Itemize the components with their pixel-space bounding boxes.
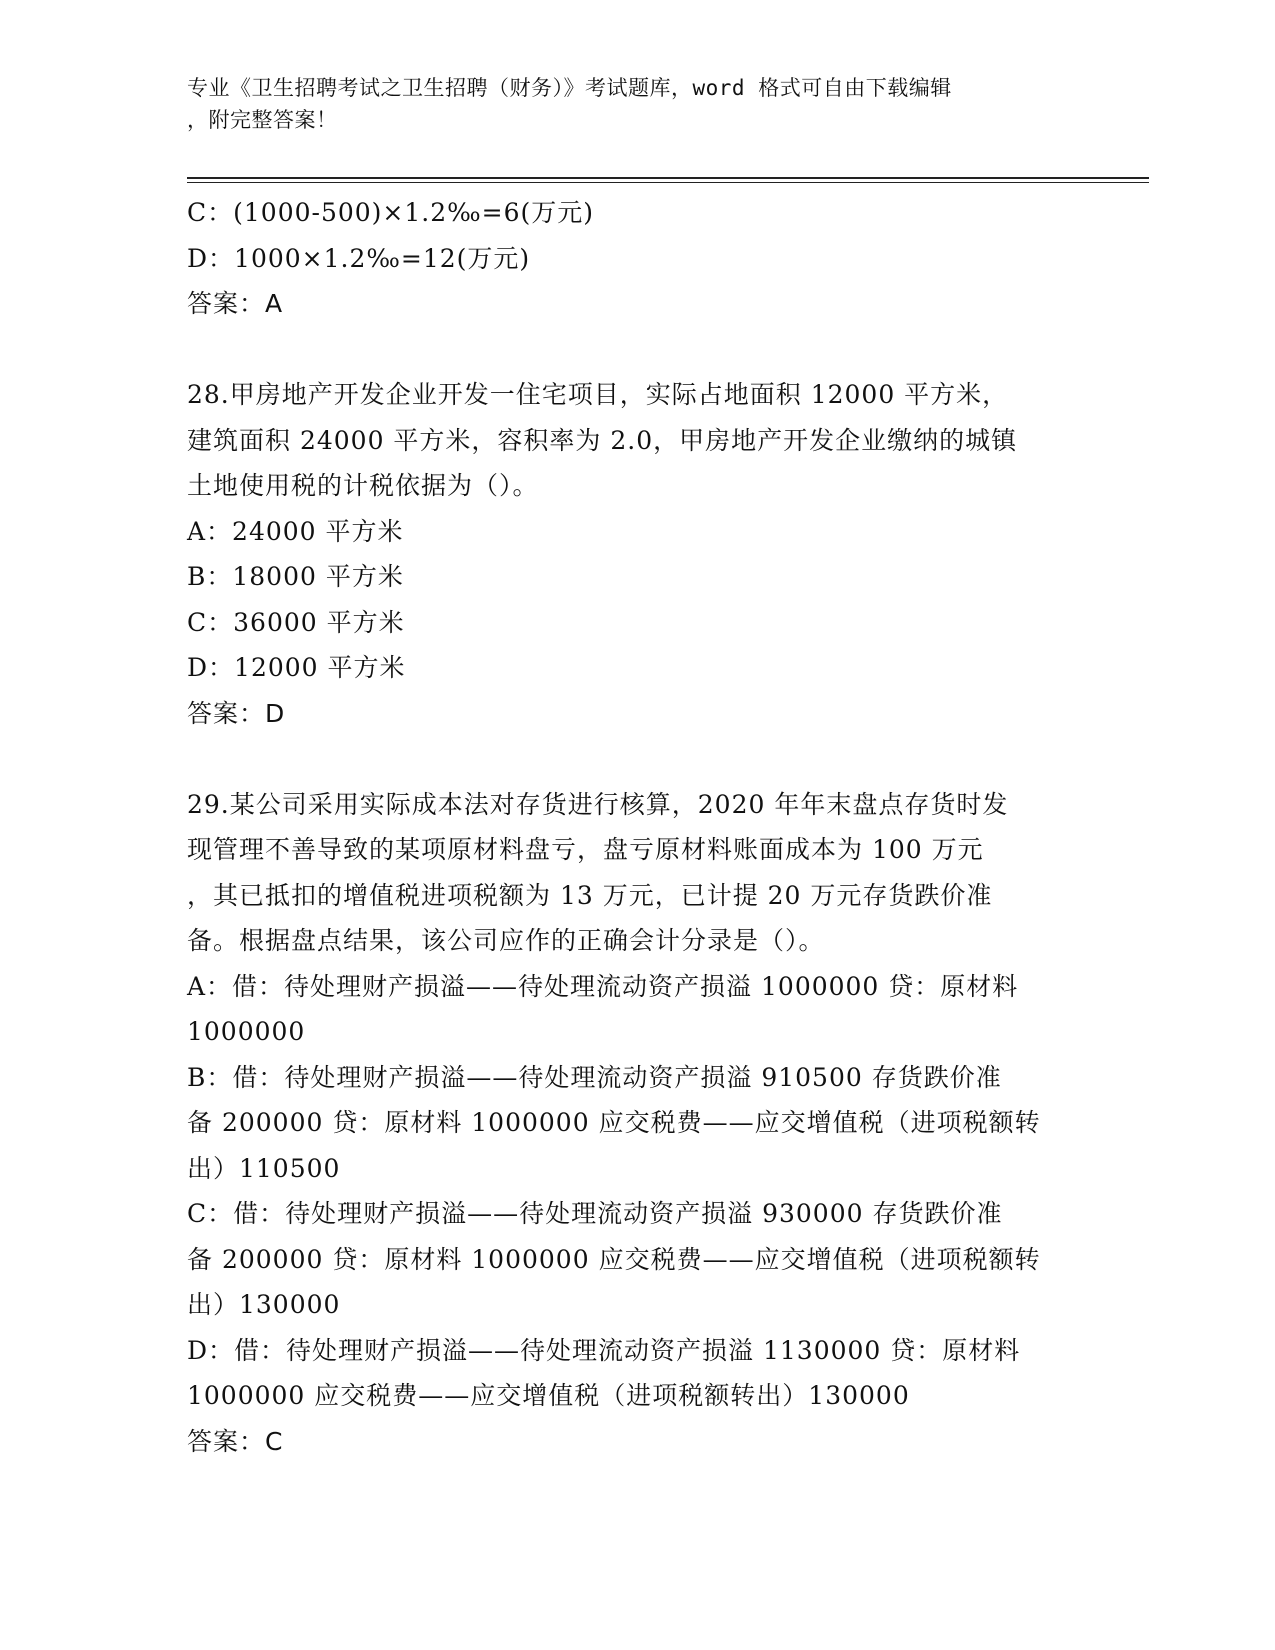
- answer-label: 答案：A: [187, 289, 284, 318]
- question-text-line: 建筑面积 24000 平方米，容积率为 2.0，甲房地产开发企业缴纳的城镇: [187, 425, 1018, 455]
- question-29: [187, 782, 1087, 1465]
- option-d: D：12000 平方米: [187, 653, 406, 682]
- option-a-line: A：借：待处理财产损溢——待处理流动资产损溢 1000000 贷：原材料: [187, 971, 1019, 1001]
- answer-label: 答案：D: [187, 698, 286, 728]
- answer-label: 答案：C: [187, 1426, 284, 1456]
- option-b-line: B：借：待处理财产损溢——待处理流动资产损溢 910500 存货跌价准: [187, 1062, 1002, 1092]
- option-a-line: 1000000: [187, 1017, 306, 1046]
- option-d-line: 1000000 应交税费——应交增值税（进项税额转出）130000: [187, 1381, 910, 1410]
- option-c: C：(1000-500)×1.2‰=6(万元): [187, 198, 595, 227]
- option-c-line: 出）130000: [187, 1290, 341, 1319]
- question-27-tail: [187, 190, 1087, 327]
- option-c: C：36000 平方米: [187, 607, 405, 637]
- option-b-line: 备 200000 贷：原材料 1000000 应交税费——应交增值税（进项税额转: [187, 1108, 1041, 1137]
- option-d: D：1000×1.2‰=12(万元): [187, 243, 531, 273]
- option-a: A：24000 平方米: [187, 516, 404, 546]
- question-28: [187, 372, 1087, 736]
- spacer: [187, 327, 1087, 373]
- header-line-1: 专业《卫生招聘考试之卫生招聘（财务）》考试题库，word 格式可自由下载编辑: [187, 76, 952, 100]
- question-text-line: 土地使用税的计税依据为（）。: [187, 471, 539, 500]
- document-body: [187, 190, 1087, 1464]
- option-d-line: D：借：待处理财产损溢——待处理流动资产损溢 1130000 贷：原材料: [187, 1335, 1021, 1365]
- option-b: B：18000 平方米: [187, 562, 404, 591]
- question-text-line: 29.某公司采用实际成本法对存货进行核算，2020 年年末盘点存货时发: [187, 789, 1009, 819]
- spacer: [187, 736, 1087, 782]
- header-divider-thick: [187, 177, 1149, 179]
- document-header: [187, 72, 1087, 136]
- option-c-line: C：借：待处理财产损溢——待处理流动资产损溢 930000 存货跌价准: [187, 1199, 1003, 1228]
- option-c-line: 备 200000 贷：原材料 1000000 应交税费——应交增值税（进项税额转: [187, 1244, 1041, 1274]
- question-text-line: ，其已抵扣的增值税进项税额为 13 万元，已计提 20 万元存货跌价准: [187, 880, 993, 910]
- question-text-line: 备。根据盘点结果，该公司应作的正确会计分录是（）。: [187, 926, 825, 955]
- header-line-2: ，附完整答案！: [187, 108, 338, 132]
- option-b-line: 出）110500: [187, 1153, 341, 1183]
- question-text-line: 现管理不善导致的某项原材料盘亏，盘亏原材料账面成本为 100 万元: [187, 835, 984, 864]
- header-divider-thin: [187, 182, 1149, 183]
- question-text-line: 28.甲房地产开发企业开发一住宅项目，实际占地面积 12000 平方米，: [187, 380, 1009, 409]
